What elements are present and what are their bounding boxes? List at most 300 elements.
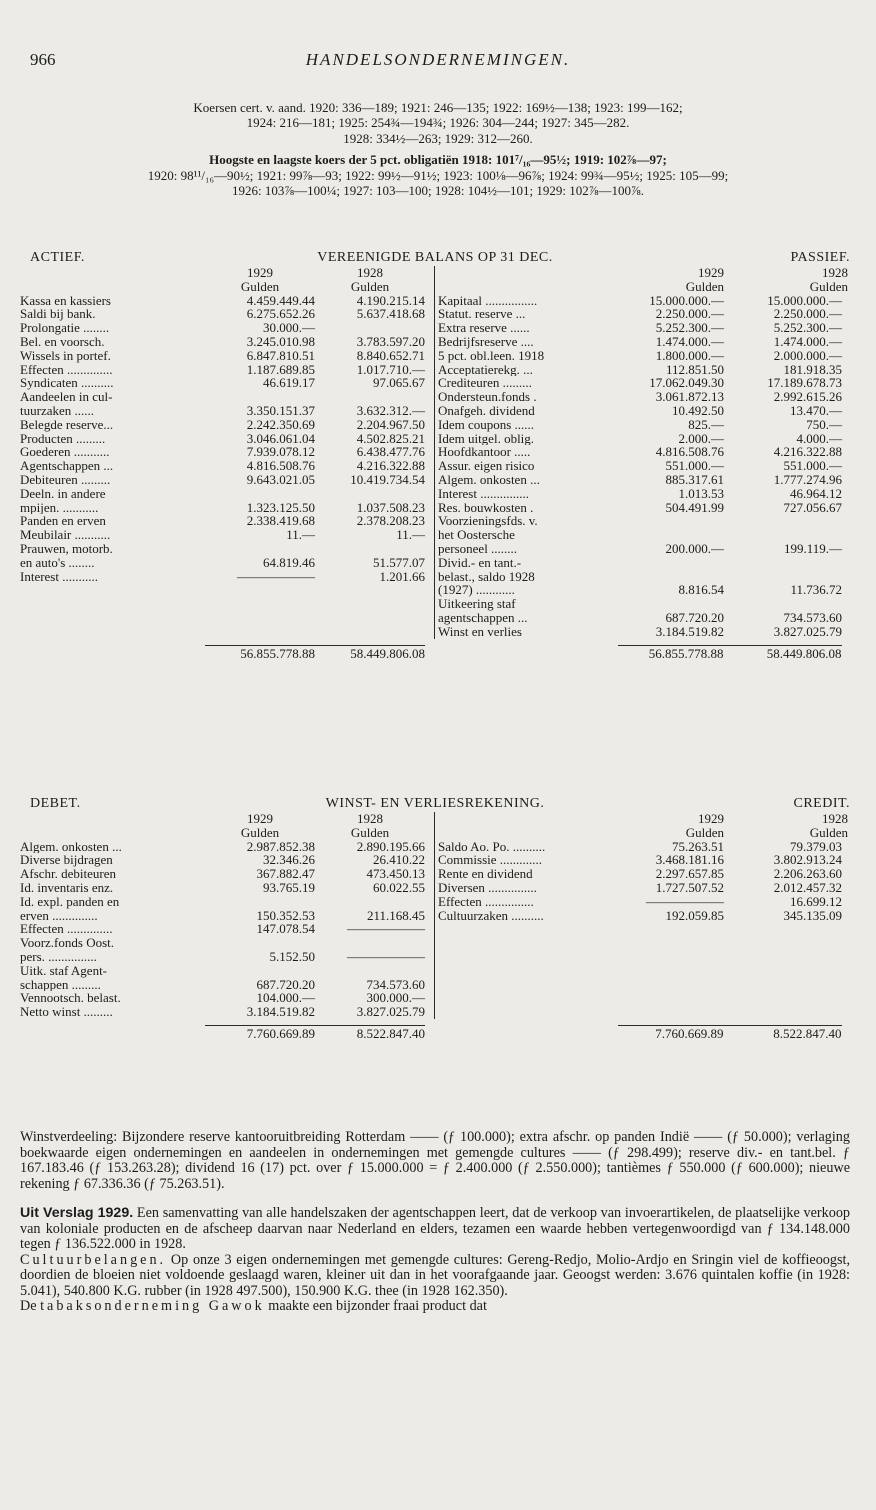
row-label: Debiteuren ......... — [20, 472, 111, 487]
running-title: HANDELSONDERNEMINGEN. — [305, 50, 571, 69]
debet-row — [20, 909, 432, 923]
row-value — [205, 964, 315, 978]
credit-column — [434, 812, 850, 1019]
row-value: 551.000.— — [665, 458, 724, 474]
passief-row — [438, 376, 850, 390]
row-label: Interest ........... — [20, 569, 98, 584]
row-label: het Oostersche — [438, 528, 515, 542]
row-label: Extra reserve ...... — [438, 321, 530, 335]
row-value: 2.000.— — [678, 430, 724, 446]
passief-row — [438, 349, 850, 363]
row-value: 2.297.657.85 — [655, 866, 724, 882]
actief-row — [20, 363, 432, 377]
row-value: 1.017.710.— — [356, 361, 425, 377]
row-value: 181.918.35 — [783, 361, 842, 377]
row-label: Hoofdkantoor ..... — [438, 445, 531, 460]
profit-loss-heading — [20, 796, 850, 812]
passief-row — [438, 459, 850, 473]
row-label: Interest ............... — [438, 486, 529, 501]
row-value: 3.350.151.37 — [246, 402, 315, 418]
row-label: Rente en dividend — [438, 867, 533, 881]
balance-total-1929-right: 56.855.778.88 — [618, 645, 724, 662]
row-label: Idem coupons ...... — [438, 417, 535, 432]
row-value: 200.000.— — [665, 540, 724, 556]
passief-row — [438, 597, 850, 611]
row-value: 3.061.872.13 — [655, 389, 724, 405]
row-value: 46.619.17 — [263, 375, 315, 391]
row-value: 1.323.125.50 — [246, 499, 315, 515]
row-value: 3.245.010.98 — [246, 333, 315, 349]
row-label: Agentschappen ... — [20, 459, 114, 473]
row-value: 2.012.457.32 — [773, 879, 842, 895]
row-label: Res. bouwkosten . — [438, 500, 534, 515]
row-value — [315, 390, 425, 404]
row-value: 32.346.26 — [263, 852, 315, 868]
row-value: 17.189.678.73 — [767, 375, 842, 391]
row-value — [205, 895, 315, 909]
column-header-years: 1929 1928 — [698, 265, 848, 280]
row-label: agentschappen ... — [438, 610, 528, 625]
row-value: 6.847.810.51 — [246, 347, 315, 363]
row-label: Algem. onkosten ... — [438, 472, 540, 487]
row-label: Aandeelen in cul- — [20, 390, 113, 404]
actief-row — [20, 321, 432, 335]
row-value: 6.438.477.76 — [356, 444, 425, 460]
balance-total-1928-right: 58.449.806.08 — [724, 645, 842, 662]
row-value: 1.187.689.85 — [246, 361, 315, 377]
row-label: Vennootsch. belast. — [20, 991, 121, 1006]
passief-row — [438, 611, 850, 625]
verslag-paragraph — [20, 1206, 850, 1253]
row-value: 345.135.09 — [783, 907, 842, 923]
passief-row — [438, 445, 850, 459]
row-label: Saldo Ao. Po. .......... — [438, 839, 546, 854]
row-value: 3.802.913.24 — [773, 852, 842, 868]
row-value: 4.190.215.14 — [356, 292, 425, 308]
row-label: Prolongatie ........ — [20, 321, 110, 335]
row-label: Meubilair ........... — [20, 528, 111, 542]
row-value: 4.816.508.76 — [655, 444, 724, 460]
passief-title: PASSIEF. — [790, 250, 850, 265]
actief-row — [20, 473, 432, 487]
row-value: 17.062.049.30 — [649, 375, 724, 391]
row-label: Cultuurzaken .......... — [438, 908, 544, 923]
row-label: tuurzaken ...... — [20, 403, 95, 418]
koersen-line-2: 1924: 216—181; 1925: 254¾—194¾; 1926: 304—244; 1927: 345—282. — [246, 115, 630, 131]
row-value — [315, 936, 425, 950]
row-value: —————— — [237, 568, 315, 584]
debet-row — [20, 991, 432, 1005]
actief-row — [20, 501, 432, 515]
profit-loss-totals — [20, 1025, 850, 1042]
row-value: 5.252.300.— — [773, 320, 842, 336]
row-label: Goederen ........... — [20, 445, 110, 460]
row-value: 885.317.61 — [665, 471, 724, 487]
row-label: Id. inventaris enz. — [20, 880, 114, 895]
debet-row — [20, 978, 432, 992]
row-label: Bel. en voorsch. — [20, 334, 105, 349]
row-value: 7.939.078.12 — [246, 444, 315, 460]
row-value: 3.468.181.16 — [655, 852, 724, 868]
row-value — [724, 556, 842, 570]
pl-total-1929-right: 7.760.669.89 — [618, 1025, 724, 1042]
row-value — [315, 542, 425, 556]
row-value: 4.000.— — [796, 430, 842, 446]
tabak-spaced: tabaksonderneming Gawok — [40, 1298, 265, 1314]
row-value — [315, 321, 425, 335]
row-label: Producten ......... — [20, 431, 106, 446]
row-label: Panden en erven — [20, 514, 106, 529]
row-value: 1.037.508.23 — [356, 499, 425, 515]
row-value — [315, 895, 425, 909]
row-value: 367.882.47 — [256, 866, 315, 882]
actief-row — [20, 445, 432, 459]
passief-row — [438, 514, 850, 528]
row-label: Effecten .............. — [20, 922, 113, 937]
row-label: erven .............. — [20, 908, 98, 923]
page-header — [30, 50, 846, 78]
row-value: 112.851.50 — [665, 361, 724, 377]
hoogste-line-3: 1926: 103⅞—100¼; 1927: 103—100; 1928: 104½—101; 1929: 102⅞—100⅞. — [231, 183, 645, 199]
row-label: Statut. reserve ... — [438, 307, 526, 322]
row-value: 8.816.54 — [678, 582, 724, 598]
passief-row — [438, 321, 850, 335]
row-value: 3.783.597.20 — [356, 333, 425, 349]
row-value: 30.000.— — [263, 320, 315, 336]
row-value: 1.727.507.52 — [655, 879, 724, 895]
row-value: 8.840.652.71 — [356, 347, 425, 363]
row-value: 93.765.19 — [263, 879, 315, 895]
row-value: 11.736.72 — [790, 582, 842, 598]
passief-row — [438, 528, 850, 542]
row-value: —————— — [646, 893, 724, 909]
actief-row — [20, 307, 432, 321]
actief-row — [20, 294, 432, 308]
cultuur-body: Op onze 3 eigen ondernemingen met gemengde cultures: Gereng-Redjo, Molio-Ardjo en Sringin viel de koffieoogst, doordien de bloeien niet voldoende geslaagd waren, kleiner uit dan in het voorafgaande jaar. Geoogst werden: 3.676 quintalen koffie (in 1928: 5.041), 540.800 K.G. rubber (in 1928 497.500), 150.900 K.G. thee (in 1928 162.350). — [20, 1251, 850, 1299]
profit-loss-account — [20, 796, 850, 1042]
balance-total-1929: 56.855.778.88 — [205, 645, 315, 662]
row-value: 2.890.195.66 — [356, 838, 425, 854]
row-value: 750.— — [806, 416, 842, 432]
row-value: 199.119.— — [783, 540, 842, 556]
row-label: Effecten ............... — [438, 894, 534, 909]
actief-row — [20, 570, 432, 584]
passief-row — [438, 487, 850, 501]
row-label: Diversen ............... — [438, 880, 537, 895]
row-label: Divid.- en tant.- — [438, 555, 522, 570]
column-header-units: Gulden Gulden — [685, 824, 848, 840]
row-label: Belegde reserve... — [20, 417, 114, 432]
row-label: Afschr. debiteuren — [20, 867, 117, 881]
row-value: 4.502.825.21 — [356, 430, 425, 446]
row-label: Idem uitgel. oblig. — [438, 431, 535, 446]
row-value — [315, 487, 425, 501]
row-label: Voorz.fonds Oost. — [20, 936, 115, 950]
row-label: Uitk. staf Agent- — [20, 963, 108, 978]
credit-row — [438, 853, 850, 867]
debet-row — [20, 1005, 432, 1019]
row-value: 51.577.07 — [373, 554, 425, 570]
actief-row — [20, 556, 432, 570]
debet-row — [20, 881, 432, 895]
row-label: mpijen. ........... — [20, 500, 99, 515]
row-label: Netto winst ......... — [20, 1005, 113, 1019]
row-value: 734.573.60 — [783, 609, 842, 625]
row-value — [205, 487, 315, 501]
row-value: 2.206.263.60 — [773, 866, 842, 882]
pl-total-1928: 8.522.847.40 — [315, 1025, 425, 1042]
actief-row — [20, 390, 432, 404]
row-value: 6.275.652.26 — [246, 306, 315, 322]
tabak-body: maakte een bijzonder fraai product dat — [268, 1298, 487, 1314]
row-label: Kapitaal ................ — [438, 293, 538, 308]
page-number: 966 — [30, 50, 56, 69]
row-label: Assur. eigen risico — [438, 459, 535, 473]
row-value: 300.000.— — [366, 990, 425, 1006]
row-value: 5.252.300.— — [655, 320, 724, 336]
row-value: 687.720.20 — [256, 976, 315, 992]
row-value: 60.022.55 — [373, 879, 425, 895]
row-value: 11.— — [396, 527, 425, 543]
row-value: 1.800.000.— — [655, 347, 724, 363]
credit-row — [438, 840, 850, 854]
actief-row — [20, 459, 432, 473]
actief-row — [20, 418, 432, 432]
row-value: 5.637.418.68 — [356, 306, 425, 322]
column-header-years: 1929 1928 — [698, 811, 848, 826]
actief-row — [20, 376, 432, 390]
credit-row — [438, 867, 850, 881]
column-header-years: 1929 1928 — [247, 265, 383, 280]
passief-row — [438, 501, 850, 515]
row-value: 211.168.45 — [366, 907, 425, 923]
passief-row — [438, 363, 850, 377]
credit-row — [438, 881, 850, 895]
passief-row — [438, 570, 850, 584]
row-value: 150.352.53 — [256, 907, 315, 923]
row-value: 2.338.419.68 — [246, 513, 315, 529]
actief-row — [20, 542, 432, 556]
row-value — [618, 514, 724, 528]
hoogste-line-1: Hoogste en laagste koers der 5 pct. obligatiën 1918: 101⁷/₁₆—95½; 1919: 102⅞—97; — [209, 152, 667, 168]
passief-row — [438, 542, 850, 556]
actief-row — [20, 487, 432, 501]
balance-heading — [20, 250, 850, 266]
row-value: 4.216.322.88 — [773, 444, 842, 460]
row-label: Commissie ............. — [438, 853, 543, 868]
row-value: 2.000.000.— — [773, 347, 842, 363]
row-value: 825.— — [688, 416, 724, 432]
row-value — [618, 597, 724, 611]
tabak-lead: De — [20, 1298, 37, 1314]
row-value — [205, 390, 315, 404]
row-label: Voorzieningsfds. v. — [438, 514, 538, 529]
verslag-body: Een samenvatting van alle handelszaken der agentschappen leert, dat de verkoop van invoerartikelen, de plaatselijke verkoop van koloniale producten en de afscheep daarvan naar Nederland en elders, tezamen een waarde hebben vertegenwoordigd van ƒ 134.148.000 tegen ƒ 136.522.000 in 1928. — [20, 1205, 851, 1252]
passief-row — [438, 473, 850, 487]
passief-row — [438, 556, 850, 570]
passief-column — [434, 266, 850, 639]
balance-sheet — [20, 250, 850, 662]
row-value: 1.474.000.— — [773, 333, 842, 349]
credit-row — [438, 895, 850, 909]
actief-row — [20, 404, 432, 418]
row-label: Kassa en kassiers — [20, 293, 111, 308]
passief-row — [438, 335, 850, 349]
koersen-line-3: 1928: 334½—263; 1929: 312—260. — [343, 130, 533, 146]
row-value: 10.419.734.54 — [350, 471, 425, 487]
row-value: 13.470.— — [790, 402, 842, 418]
row-label: Onafgeh. dividend — [438, 403, 535, 418]
row-value — [724, 570, 842, 584]
row-value — [205, 936, 315, 950]
row-label: schappen ......... — [20, 977, 101, 992]
row-value: 64.819.46 — [263, 554, 315, 570]
koersen-line-1: Koersen cert. v. aand. 1920: 336—189; 1921: 246—135; 1922: 169½—138; 1923: 199—162; — [193, 100, 683, 115]
verslag-heading: Uit Verslag 1929. — [20, 1205, 134, 1221]
row-label: Saldi bij bank. — [20, 307, 96, 322]
row-label: Crediteuren ......... — [438, 376, 532, 391]
row-value: 1.777.274.96 — [773, 471, 842, 487]
actief-title: ACTIEF. — [30, 250, 85, 265]
row-label: belast., saldo 1928 — [438, 569, 535, 584]
row-value: 2.992.615.26 — [773, 389, 842, 405]
row-value: —————— — [347, 921, 425, 937]
row-label: pers. ............... — [20, 949, 97, 964]
row-value: 2.250.000.— — [655, 306, 724, 322]
row-value: 504.491.99 — [665, 499, 724, 515]
actief-row — [20, 335, 432, 349]
debet-column — [20, 812, 432, 1019]
balance-totals — [20, 645, 850, 662]
row-value: 3.827.025.79 — [773, 623, 842, 639]
debet-row — [20, 867, 432, 881]
actief-row — [20, 528, 432, 542]
tabak-paragraph — [20, 1299, 850, 1315]
column-header-units: Gulden Gulden — [240, 824, 390, 840]
winstverdeeling-paragraph: Winstverdeeling: Bijzondere reserve kantooruitbreiding Rotterdam —— (ƒ 100.000); extra afschr. op panden Indië —— (ƒ 50.000); verlaging boekwaarde eigen ondernemingen en aandeelen in ondernemingen met gemengde cultures —— (ƒ 298.499); reserve div.- en tant.bel. ƒ 167.183.46 (ƒ 153.263.28); dividend 16 (17) pct. over ƒ 15.000.000 = ƒ 2.400.000 (ƒ 2.550.000); tantièmes ƒ 550.000 (ƒ 600.000); nieuwe rekening ƒ 67.336.36 (ƒ 75.263.51). — [20, 1129, 850, 1192]
column-header-units: Gulden Gulden — [685, 278, 848, 294]
passief-row — [438, 307, 850, 321]
passief-row — [438, 583, 850, 597]
row-label: Deeln. in andere — [20, 486, 106, 501]
balance-title: VEREENIGDE BALANS OP 31 DEC. — [317, 250, 553, 265]
row-label: Id. expl. panden en — [20, 894, 120, 909]
row-value: 3.184.519.82 — [655, 623, 724, 639]
row-value: 79.379.03 — [790, 838, 842, 854]
row-value: 687.720.20 — [665, 609, 724, 625]
row-label: Acceptatierekg. ... — [438, 362, 533, 377]
debet-row — [20, 936, 432, 950]
pl-total-1929: 7.760.669.89 — [205, 1025, 315, 1042]
row-value: 734.573.60 — [366, 976, 425, 992]
passief-row — [438, 625, 850, 639]
passief-row — [438, 404, 850, 418]
row-label: Uitkeering staf — [438, 597, 516, 611]
row-value — [724, 514, 842, 528]
row-value: 15.000.000.— — [767, 292, 842, 308]
row-value: 26.410.22 — [373, 852, 425, 868]
row-value: 2.204.967.50 — [356, 416, 425, 432]
debet-row — [20, 922, 432, 936]
row-value: 2.242.350.69 — [246, 416, 315, 432]
row-value: 147.078.54 — [256, 921, 315, 937]
row-label: en auto's ........ — [20, 555, 95, 570]
profit-loss-title: WINST- EN VERLIESREKENING. — [325, 796, 545, 811]
row-value: 4.459.449.44 — [246, 292, 315, 308]
row-value: 75.263.51 — [672, 838, 724, 854]
row-label: Algem. onkosten ... — [20, 839, 122, 854]
row-label: Prauwen, motorb. — [20, 541, 113, 556]
hoogste-line-2: 1920: 98¹¹/₁₆—90½; 1921: 99⅞—93; 1922: 99½—91½; 1923: 100⅛—96⅞; 1924: 99¾—95½; 1925: 105—99; — [147, 167, 729, 183]
row-value — [315, 964, 425, 978]
row-value: 727.056.67 — [783, 499, 842, 515]
row-value — [618, 570, 724, 584]
balance-total-1928: 58.449.806.08 — [315, 645, 425, 662]
row-value: 97.065.67 — [373, 375, 425, 391]
row-label: Bedrijfsreserve .... — [438, 334, 534, 349]
row-value: 3.046.061.04 — [246, 430, 315, 446]
row-value: 104.000.— — [256, 990, 315, 1006]
actief-row — [20, 349, 432, 363]
row-label: Diverse bijdragen — [20, 853, 113, 868]
column-header-units: Gulden Gulden — [240, 278, 390, 294]
row-value: 192.059.85 — [665, 907, 724, 923]
row-value: 10.492.50 — [672, 402, 724, 418]
passief-row — [438, 390, 850, 404]
price-quotes — [26, 100, 850, 198]
row-label: Winst en verlies — [438, 624, 522, 639]
row-value: 3.632.312.— — [356, 402, 425, 418]
row-value: —————— — [347, 948, 425, 964]
row-value: 2.987.852.38 — [246, 838, 315, 854]
passief-row — [438, 432, 850, 446]
credit-row — [438, 909, 850, 923]
body-text — [20, 1130, 850, 1315]
debet-row — [20, 950, 432, 964]
row-label: 5 pct. obl.leen. 1918 — [438, 348, 545, 363]
actief-row — [20, 432, 432, 446]
debet-row — [20, 964, 432, 978]
debet-row — [20, 853, 432, 867]
debet-row — [20, 840, 432, 854]
row-value: 1.474.000.— — [655, 333, 724, 349]
actief-row — [20, 514, 432, 528]
row-value: 16.699.12 — [790, 893, 842, 909]
cultuur-paragraph — [20, 1253, 850, 1300]
row-value: 11.— — [286, 527, 315, 543]
pl-total-1928-right: 8.522.847.40 — [724, 1025, 842, 1042]
passief-row — [438, 294, 850, 308]
debet-title: DEBET. — [30, 796, 81, 811]
row-label: personeel ........ — [438, 541, 518, 556]
column-header-years: 1929 1928 — [247, 811, 383, 826]
row-label: Wissels in portef. — [20, 348, 111, 363]
row-label: Ondersteun.fonds . — [438, 390, 537, 404]
row-value: 15.000.000.— — [649, 292, 724, 308]
row-value: 46.964.12 — [790, 485, 842, 501]
row-value: 1.013.53 — [678, 485, 724, 501]
cultuur-heading: Cultuurbelangen. — [20, 1251, 167, 1268]
row-value: 4.816.508.76 — [246, 458, 315, 474]
passief-row — [438, 418, 850, 432]
actief-column — [20, 266, 432, 639]
row-value — [205, 542, 315, 556]
row-value: 3.827.025.79 — [356, 1004, 425, 1020]
row-value: 2.378.208.23 — [356, 513, 425, 529]
row-value: 473.450.13 — [366, 866, 425, 882]
row-value: 4.216.322.88 — [356, 458, 425, 474]
row-value — [618, 556, 724, 570]
